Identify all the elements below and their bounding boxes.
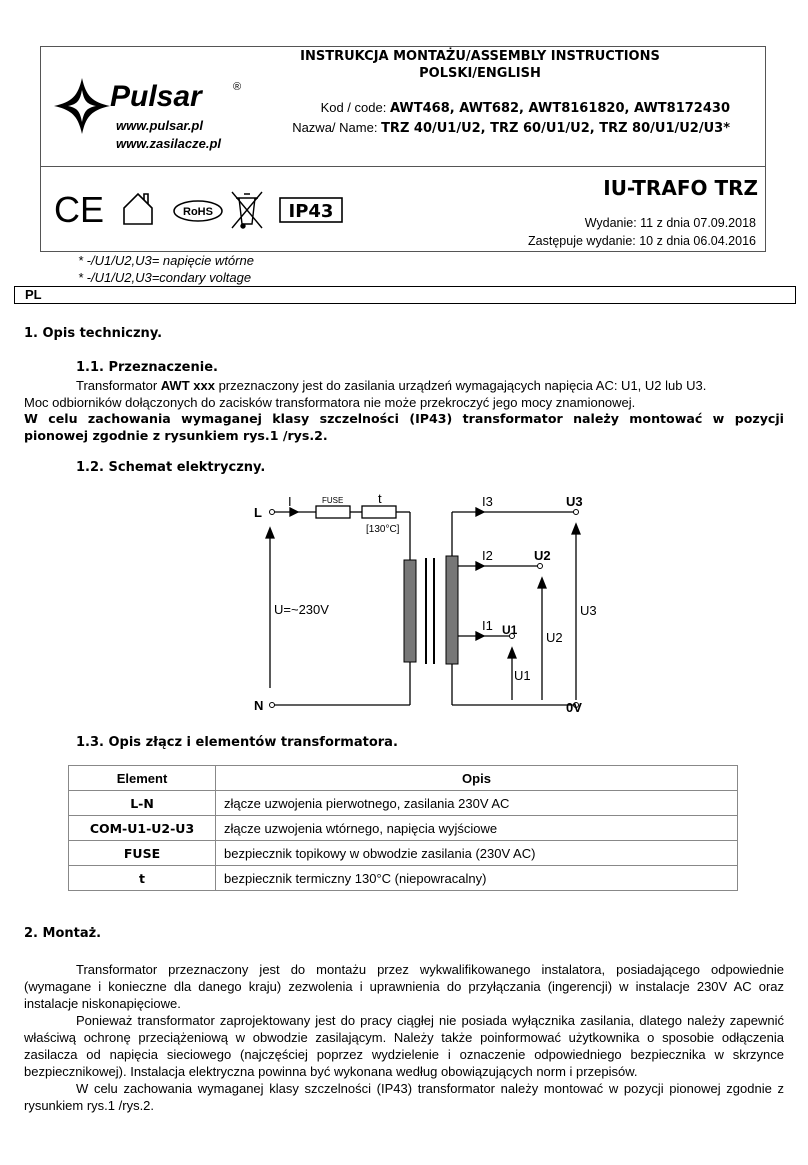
label-N: N (254, 698, 264, 713)
label-L: L (254, 505, 262, 520)
note-pl: * -/U1/U2,U3= napięcie wtórne (78, 253, 254, 268)
table-row (69, 791, 738, 816)
label-fuse: FUSE (322, 496, 344, 505)
replaces-line: Zastępuje wydanie: 10 z dnia 06.04.2016 (528, 234, 756, 248)
paragraph-mounting: W celu zachowania wymaganej klasy szczelności (IP43) transformator należy montować w pozycji pionowej zgodnie z rysunkiem rys.1 /rys.2. (24, 1081, 784, 1113)
certification-marks (52, 186, 352, 234)
table-row (69, 841, 738, 866)
home-icon (124, 194, 152, 224)
section-2-heading: 2. Montaż. (24, 926, 102, 941)
code-label: Kod / code: (320, 100, 390, 115)
row-element: COM-U1-U2-U3 (69, 816, 216, 841)
column-element: Element (69, 766, 216, 791)
paragraph-protection: Ponieważ transformator zaprojektowany jest do pracy ciągłej nie posiada wyłącznika zasilania, dlatego należy zapewnić właściwą ochronę przeciążeniową w obwodzie zasilającym. Należy także poinformować użytkownika o sposobie odłączenia zasilacza od napięcia sieciowego (najczęściej poprzez wydzielenie i oznaczenie odpowiedniego bezpiecznika w skrzynce bezpiecznikowej). Instalacja elektryczna powinna być wykonana według obowiązujących norm i przepisów. (24, 1013, 784, 1079)
transformer-core (404, 556, 458, 664)
ce-mark-icon: CE (54, 189, 105, 230)
rohs-icon (174, 201, 222, 221)
terminal-U2 (538, 564, 543, 569)
label-I3: I3 (482, 494, 493, 509)
edition-info (528, 214, 756, 250)
section-1-heading: 1. Opis techniczny. (24, 326, 163, 341)
row-opis: bezpiecznik termiczny 130°C (niepowracalny) (216, 866, 738, 891)
pulsar-star-icon (54, 78, 110, 134)
ip43-label: IP43 (288, 201, 334, 222)
section-1-2-heading: 1.2. Schemat elektryczny. (76, 460, 266, 475)
row-opis: złącze uzwojenia pierwotnego, zasilania 230V AC (216, 791, 738, 816)
note-en: * -/U1/U2,U3=condary voltage (78, 270, 252, 285)
label-temp: [130°C] (366, 524, 400, 535)
paragraph-ip43-warning: W celu zachowania wymaganej klasy szczelności (IP43) transformator należy montować w pozycji pionowej zgodnie z rysunkiem rys.1 /rys.2. (24, 411, 784, 443)
label-U2-terminal: U2 (534, 548, 551, 563)
terminal-L (270, 510, 275, 515)
edition-line: Wydanie: 11 z dnia 07.09.2018 (584, 216, 756, 230)
electrical-schematic (250, 490, 610, 720)
label-U3-voltage: U3 (580, 603, 597, 618)
paragraph-purpose (76, 377, 786, 394)
pulsar-logo (48, 70, 258, 160)
header-divider (40, 166, 766, 167)
terminal-N (270, 703, 275, 708)
label-U1-voltage: U1 (514, 668, 531, 683)
name-value: TRZ 40/U1/U2, TRZ 60/U1/U2, TRZ 80/U1/U2/U3* (381, 121, 730, 136)
logo-url-2: www.zasilacze.pl (116, 136, 222, 151)
label-voltage: U=~230V (274, 602, 329, 617)
label-U3-terminal: U3 (566, 494, 583, 509)
label-U2-voltage: U2 (546, 630, 563, 645)
language-section-bar: PL (14, 286, 796, 304)
column-opis: Opis (216, 766, 738, 791)
ip43-badge (280, 198, 342, 222)
label-t: t (378, 491, 382, 506)
purpose-model: AWT xxx (160, 378, 215, 393)
product-codes (250, 98, 730, 138)
row-element: L-N (69, 791, 216, 816)
title-line-2: POLSKI/ENGLISH (419, 66, 541, 81)
row-element: FUSE (69, 841, 216, 866)
document-header-title (200, 48, 760, 82)
document-title: IU-TRAFO TRZ (603, 176, 758, 200)
weee-bin-icon (232, 192, 262, 228)
terminal-U3 (574, 510, 579, 515)
logo-url-1: www.pulsar.pl (116, 118, 203, 133)
registered-mark: ® (233, 81, 242, 93)
table-row (69, 866, 738, 891)
label-I: I (288, 494, 292, 509)
label-I2: I2 (482, 548, 493, 563)
code-value: AWT468, AWT682, AWT8161820, AWT8172430 (389, 101, 730, 116)
row-element: t (69, 866, 216, 891)
title-line-1: INSTRUKCJA MONTAŻU/ASSEMBLY INSTRUCTIONS (300, 49, 660, 64)
rohs-label: RoHS (183, 206, 213, 218)
purpose-pre: Transformator (76, 378, 161, 393)
row-opis: złącze uzwojenia wtórnego, napięcia wyjściowe (216, 816, 738, 841)
table-row (69, 816, 738, 841)
label-I1: I1 (482, 618, 493, 633)
section-1-1-heading: 1.1. Przeznaczenie. (76, 360, 218, 375)
paragraph-load: Moc odbiorników dołączonych do zacisków transformatora nie może przekroczyć jego mocy znamionowej. (24, 395, 636, 410)
label-U1-terminal: U1 (502, 623, 518, 637)
table-header-row (69, 766, 738, 791)
purpose-post: przeznaczony jest do zasilania urządzeń wymagających napięcia AC: U1, U2 lub U3. (214, 378, 707, 393)
section-1-3-heading: 1.3. Opis złącz i elementów transformatora. (76, 735, 398, 750)
elements-table (68, 765, 738, 891)
logo-brand: Pulsar (110, 80, 202, 113)
row-opis: bezpiecznik topikowy w obwodzie zasilania (230V AC) (216, 841, 738, 866)
thermal-fuse-symbol (362, 506, 396, 518)
name-label: Nazwa/ Name: (292, 120, 382, 135)
paragraph-installer: Transformator przeznaczony jest do montażu przez wykwalifikowanego instalatora, posiadającego odpowiednie (wymagane i konieczne dla danego kraju) zezwolenia i uprawnienia do przyłączania (ingerencji) w instalacje 230V AC oraz instalacje niskonapięciowe. (24, 962, 784, 1011)
fuse-symbol (316, 506, 350, 518)
label-0V: 0V (566, 700, 582, 715)
